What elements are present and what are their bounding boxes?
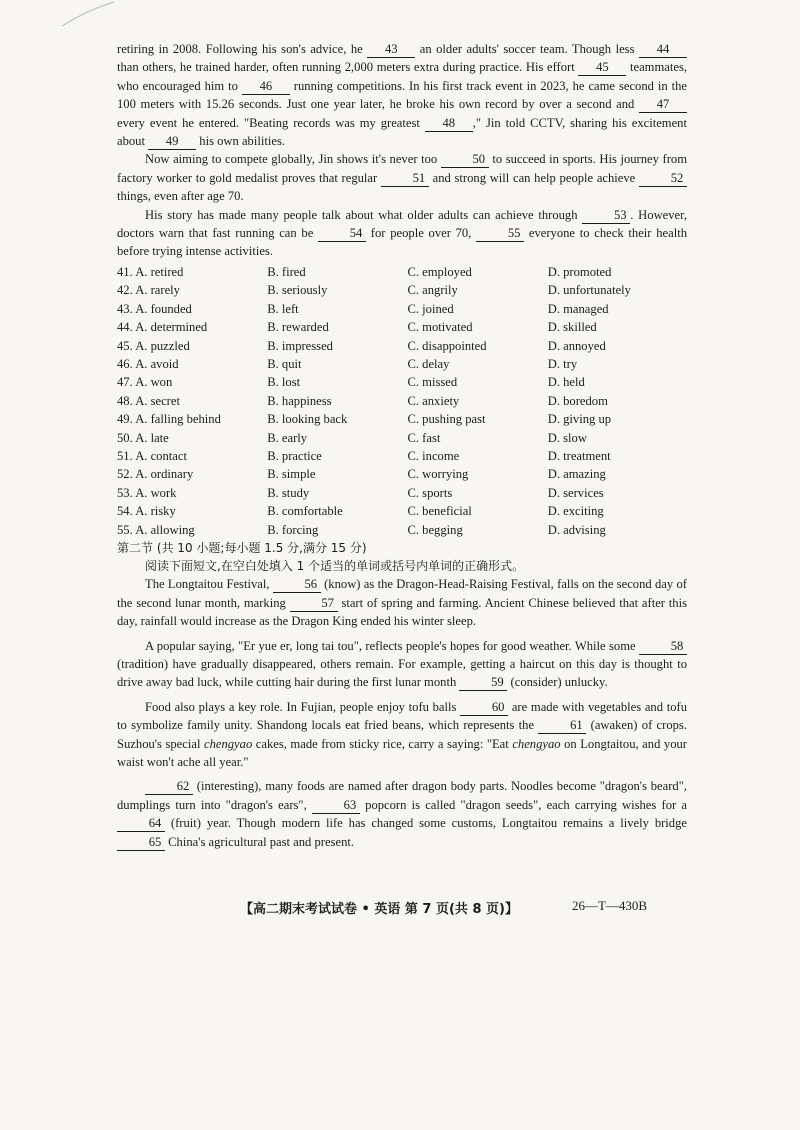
blank-50[interactable]: 50 <box>441 152 489 168</box>
passage-paragraph-1 <box>117 40 687 150</box>
option-choice[interactable]: D. unfortunately <box>547 283 631 298</box>
text: ," Jin told CCTV, sharing his excitement about <box>117 115 687 149</box>
option-choice[interactable]: D. managed <box>547 301 609 316</box>
option-choice[interactable]: B. study <box>267 485 310 500</box>
text: popcorn is called "dragon seeds", each carrying wishes for a <box>359 797 687 812</box>
grammar-paragraph-3 <box>117 698 687 772</box>
blank-64[interactable]: 64 <box>117 816 165 832</box>
option-choice[interactable]: 53. A. work <box>117 485 177 500</box>
text: His story has made many people talk about what older adults can achieve through <box>145 207 583 222</box>
option-choice[interactable]: D. skilled <box>547 320 597 335</box>
grammar-paragraph-2 <box>117 637 687 692</box>
option-row <box>117 429 687 447</box>
option-choice[interactable]: B. left <box>267 301 299 316</box>
option-choice[interactable]: C. anxiety <box>407 393 460 408</box>
pen-scratch-mark <box>58 0 118 30</box>
option-choice[interactable]: D. boredom <box>547 393 608 408</box>
blank-57[interactable]: 57 <box>290 596 338 612</box>
blank-61[interactable]: 61 <box>538 718 586 734</box>
text: (awaken) of crops. Suzhou's special <box>117 718 687 751</box>
option-choice[interactable]: C. employed <box>407 264 472 279</box>
italic-text: chengyao <box>512 736 561 751</box>
option-choice[interactable]: C. fast <box>407 430 441 445</box>
text: The Longtaitou Festival, <box>145 577 273 592</box>
option-choice[interactable]: C. worrying <box>407 467 469 482</box>
blank-55[interactable]: 55 <box>476 226 524 242</box>
blank-58[interactable]: 58 <box>639 639 687 655</box>
blank-52[interactable]: 52 <box>639 171 687 187</box>
text: China's agricultural past and present. <box>165 834 355 849</box>
option-row <box>117 447 687 465</box>
option-choice[interactable]: B. lost <box>267 375 301 390</box>
blank-63[interactable]: 63 <box>312 798 360 814</box>
text: retiring in 2008. Following his son's advice, he <box>117 42 368 56</box>
text: teammates, who encouraged him to <box>117 60 687 93</box>
option-row <box>117 410 687 428</box>
text: and strong will can help people achieve <box>428 170 639 185</box>
option-choice[interactable]: C. motivated <box>407 320 473 335</box>
option-choice[interactable]: 48. A. secret <box>117 393 180 408</box>
blank-48[interactable]: 48 <box>425 116 473 132</box>
answer-options <box>117 263 687 539</box>
text: than others, he trained harder, often running 2,000 meters extra during practice. His effort <box>117 60 579 75</box>
option-choice[interactable]: B. happiness <box>267 393 332 408</box>
text: running competitions. In his first track event in 2023, he came second in the 100 meters with 15.26 seconds. Just one year later, he broke his own record by over a second and <box>117 78 687 112</box>
text: to succeed in sports. His journey from factory worker to gold medalist proves that regular <box>117 152 687 185</box>
option-row <box>117 318 687 336</box>
option-choice[interactable]: C. beneficial <box>407 504 472 519</box>
option-choice[interactable]: C. income <box>407 448 460 463</box>
italic-text: chengyao <box>203 736 253 751</box>
option-choice[interactable]: C. begging <box>407 522 463 537</box>
option-choice[interactable]: B. simple <box>267 467 316 482</box>
option-row <box>117 392 687 410</box>
text: (tradition) have gradually disappeared, others remain. For example, getting a haircut on this day is thought to drive away bad luck, while cutting hair during the first lunar month <box>117 657 687 690</box>
option-choice[interactable]: C. missed <box>407 375 458 390</box>
exam-page <box>117 40 687 851</box>
option-choice[interactable]: C. pushing past <box>407 412 486 427</box>
option-row <box>117 337 687 355</box>
option-choice[interactable]: 54. A. risky <box>117 504 176 519</box>
passage-paragraph-2 <box>117 150 687 205</box>
footer-title: 【高二期末考试试卷 • 英语 第 7 页(共 8 页)】 <box>240 902 518 917</box>
option-choice[interactable]: 50. A. late <box>117 430 169 445</box>
option-choice[interactable]: 41. A. retired <box>117 264 184 279</box>
option-choice[interactable]: 47. A. won <box>117 375 173 390</box>
text: (interesting), many foods are named after dragon body parts. Noodles become "dragon's beard", dumplings turn into "dragon's ears", <box>117 779 687 812</box>
text: every event he entered. "Beating records was my greatest <box>117 115 425 130</box>
option-row <box>117 465 687 483</box>
text: his own abilities. <box>196 134 285 149</box>
option-choice[interactable]: D. treatment <box>547 448 611 463</box>
blank-54[interactable]: 54 <box>318 226 366 242</box>
option-choice[interactable]: B. seriously <box>267 283 328 298</box>
option-choice[interactable]: B. comfortable <box>267 504 343 519</box>
option-choice[interactable]: 43. A. founded <box>117 301 192 316</box>
option-choice[interactable]: 52. A. ordinary <box>117 467 194 482</box>
option-choice[interactable]: D. annoyed <box>547 338 606 353</box>
blank-60[interactable]: 60 <box>460 700 508 716</box>
blank-62[interactable]: 62 <box>145 779 193 795</box>
blank-51[interactable]: 51 <box>381 171 429 187</box>
option-choice[interactable]: C. sports <box>407 485 453 500</box>
grammar-paragraph-1 <box>117 575 687 630</box>
paper-code: 26—T—430B <box>571 898 648 913</box>
text: cakes, made from sticky rice, carry a saying: "Eat <box>252 736 513 751</box>
option-choice[interactable]: D. slow <box>547 430 587 445</box>
text: (consider) unlucky. <box>507 675 608 690</box>
option-choice[interactable]: 42. A. rarely <box>117 283 180 298</box>
blank-47[interactable]: 47 <box>639 97 687 113</box>
option-choice[interactable]: B. looking back <box>267 412 348 427</box>
blank-49[interactable]: 49 <box>148 134 196 150</box>
text: for people over 70, <box>366 226 477 241</box>
text: . However, doctors warn that fast running can be <box>117 207 687 241</box>
option-choice[interactable]: 44. A. determined <box>117 320 208 335</box>
option-choice[interactable]: B. impressed <box>267 338 333 353</box>
text: things, even after age 70. <box>117 189 244 204</box>
option-row <box>117 502 687 520</box>
option-choice[interactable]: D. services <box>547 485 604 500</box>
option-choice[interactable]: D. advising <box>547 522 606 537</box>
page-footer <box>240 898 700 917</box>
option-choice[interactable]: B. early <box>267 430 308 445</box>
blank-65[interactable]: 65 <box>117 835 165 851</box>
option-row <box>117 355 687 373</box>
grammar-paragraph-4 <box>117 777 687 851</box>
option-choice[interactable]: D. try <box>547 356 578 371</box>
option-choice[interactable]: B. quit <box>267 356 302 371</box>
text: A popular saying, "Er yue er, long tai tou", reflects people's hopes for good weather. While some <box>145 638 639 653</box>
blank-46[interactable]: 46 <box>242 79 290 95</box>
option-choice[interactable]: B. practice <box>267 448 322 463</box>
blank-53[interactable]: 53 <box>582 208 630 224</box>
option-choice[interactable]: C. joined <box>407 301 454 316</box>
option-choice[interactable]: B. fired <box>267 264 306 279</box>
text: Now aiming to compete globally, Jin shows it's never too <box>145 152 441 167</box>
option-row <box>117 521 687 539</box>
option-row <box>117 300 687 318</box>
option-choice[interactable]: B. rewarded <box>267 320 329 335</box>
option-choice[interactable]: 46. A. avoid <box>117 356 179 371</box>
option-choice[interactable]: D. exciting <box>547 504 604 519</box>
text: (fruit) year. Though modern life has changed some customs, Longtaitou remains a lively bridge <box>165 816 687 831</box>
text: start of spring and farming. Ancient Chinese believed that after this day, rainfall would increase as the Dragon King ended his winter sleep. <box>117 595 687 629</box>
option-choice[interactable]: 45. A. puzzled <box>117 338 190 353</box>
option-choice[interactable]: 51. A. contact <box>117 448 187 463</box>
option-choice[interactable]: D. giving up <box>547 412 612 427</box>
text: are made with vegetables and tofu to symbolize family unity. Shandong locals eat fried beans, which represents the <box>117 699 688 733</box>
option-choice[interactable]: 49. A. falling behind <box>117 412 221 427</box>
blank-43[interactable]: 43 <box>367 42 415 58</box>
option-choice[interactable]: 55. A. allowing <box>117 522 195 537</box>
text: everyone to check their health before trying intense activities. <box>117 226 687 259</box>
option-choice[interactable]: D. amazing <box>547 467 606 482</box>
section-instruction: 阅读下面短文,在空白处填入 1 个适当的单词或括号内单词的正确形式。 <box>145 559 525 574</box>
option-choice[interactable]: B. forcing <box>267 522 319 537</box>
option-row <box>117 373 687 391</box>
option-choice[interactable]: D. held <box>547 375 585 390</box>
text: an older adults' soccer team. Though less <box>415 42 639 56</box>
passage-paragraph-3 <box>117 206 687 261</box>
blank-44[interactable]: 44 <box>639 42 687 58</box>
option-choice[interactable]: C. angrily <box>407 283 458 298</box>
option-choice[interactable]: C. disappointed <box>407 338 487 353</box>
blank-59[interactable]: 59 <box>459 675 507 691</box>
blank-56[interactable]: 56 <box>273 577 321 593</box>
text: Food also plays a key role. In Fujian, people enjoy tofu balls <box>145 699 461 714</box>
text: on Longtaitou, and your waist won't ache all year." <box>117 736 687 770</box>
option-row <box>117 263 687 281</box>
option-choice[interactable]: D. promoted <box>547 264 612 279</box>
section-heading: 第二节 (共 10 小题;每小题 1.5 分,满分 15 分) <box>117 540 367 555</box>
option-row <box>117 281 687 299</box>
text: (know) as the Dragon-Head-Raising Festival, falls on the second day of the second lunar month, marking <box>117 577 687 610</box>
option-row <box>117 484 687 502</box>
blank-45[interactable]: 45 <box>578 60 626 76</box>
option-choice[interactable]: C. delay <box>407 356 450 371</box>
